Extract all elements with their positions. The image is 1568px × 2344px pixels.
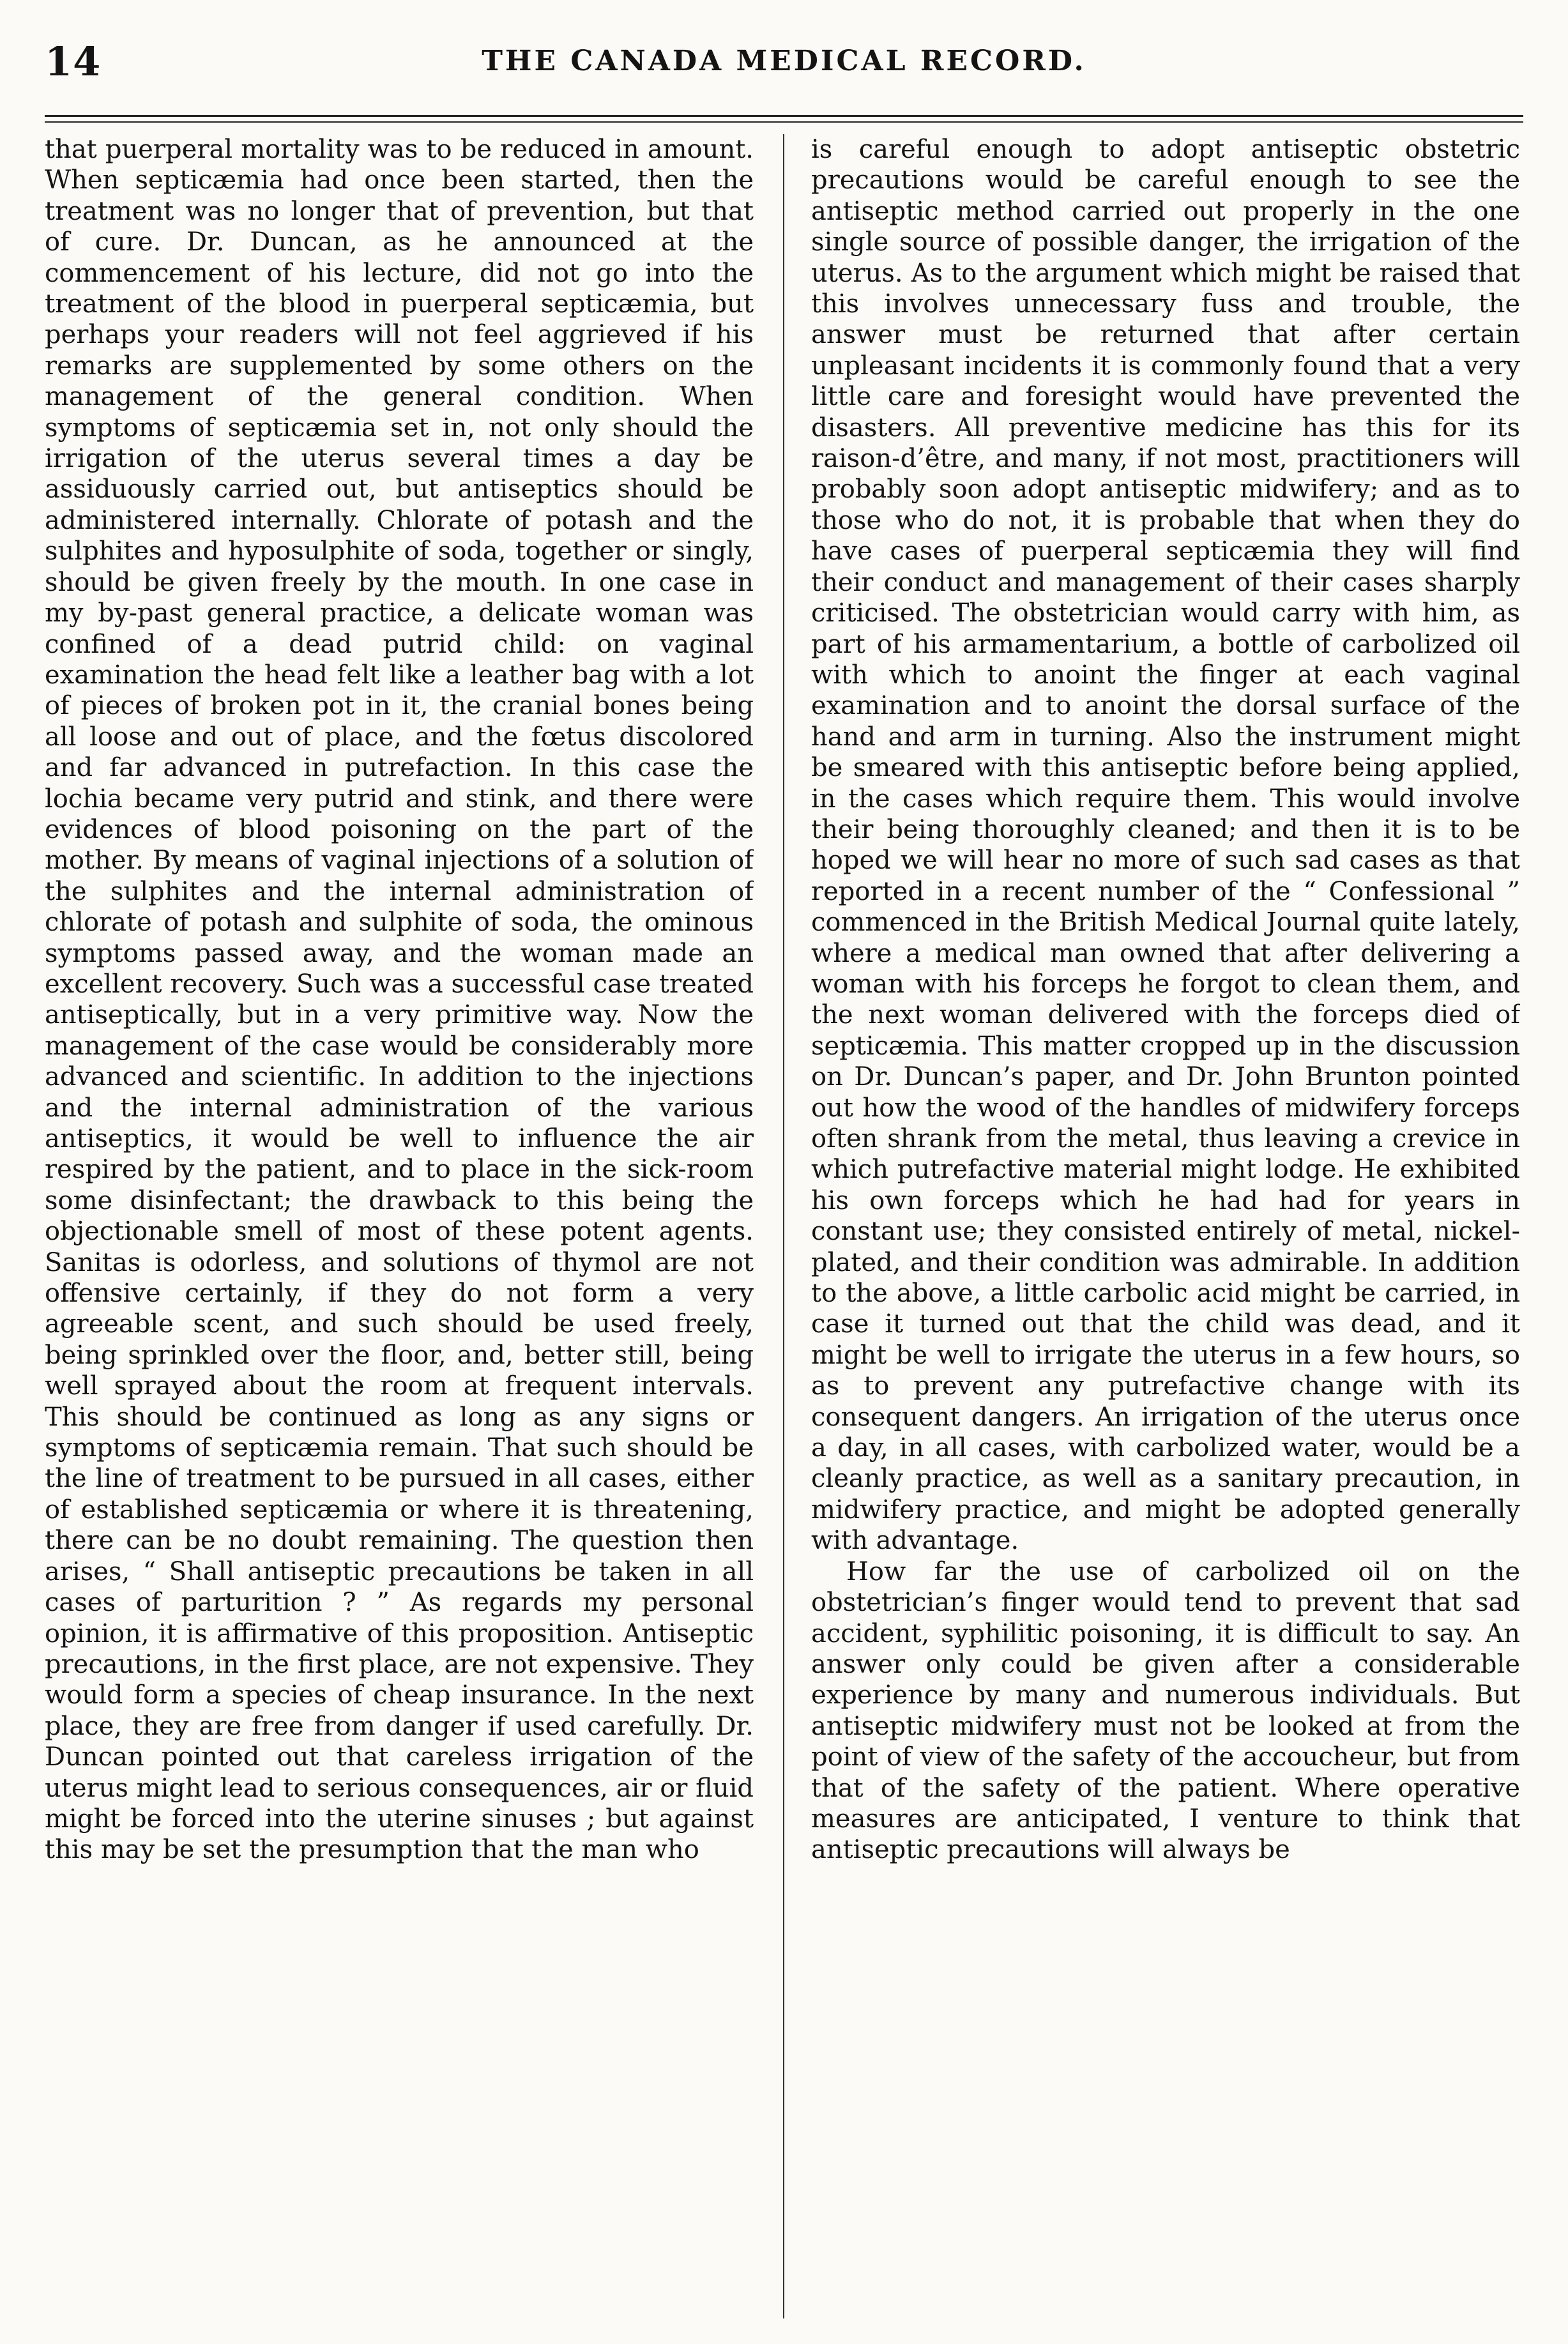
column-divider [783, 134, 784, 2318]
header-rule-top [45, 115, 1523, 117]
page-number: 14 [45, 38, 102, 85]
right-paragraph-2: How far the use of carbolized oil on the obstetrician’s finger would tend to prevent that sad accident, syphilitic poisoning, it is difficult to say. An answer only could be given after a considerable experience by many and numerous individuals. But antiseptic midwifery must not be looked at from the point of view of the safety of the accoucheur, but from that of the safety of the patient. Where operative measures are anticipated, I venture to think that antiseptic precautions will always be [811, 1556, 1520, 1865]
left-paragraph-1: that puerperal mortality was to be reduced in amount. When septicæmia had once been started, then the treatment was no longer that of prevention, but that of cure. Dr. Duncan, as he announced at the commencement of his lecture, did not go into the treatment of the blood in puerperal septicæmia, but perhaps your readers will not feel aggrieved if his remarks are supplemented by some others on the management of the general condition. When symptoms of septicæmia set in, not only should the irrigation of the uterus several times a day be assiduously carried out, but antiseptics should be administered internally. Chlorate of potash and the sulphites and hyposulphite of soda, together or singly, should be given freely by the mouth. In one case in my by-past general practice, a delicate woman was confined of a dead putrid child: on vaginal examination the head felt like a leather bag with a lot of pieces of broken pot in it, the cranial bones being all loose and out of place, and the fœtus discolored and far advanced in putrefaction. In this case the lochia became very putrid and stink, and there were evidences of blood poisoning on the part of the mother. By means of vaginal injections of a solution of the sulphites and the internal administration of chlorate of potash and sulphite of soda, the ominous symptoms passed away, and the woman made an excellent recovery. Such was a successful case treated antiseptically, but in a very primitive way. Now the management of the case would be considerably more advanced and scientific. In addition to the injections and the internal administration of the various antiseptics, it would be well to influence the air respired by the patient, and to place in the sick-room some disinfectant; the drawback to this being the objectionable smell of most of these potent agents. Sanitas is odorless, and solutions of thymol are not offensive certainly, if they do not form a very agreeable scent, and such should be used freely, being sprinkled over the floor, and, better still, being well sprayed about the room at frequent intervals. This should be continued as long as any signs or symptoms of septicæmia remain. That such should be the line of treatment to be pursued in all cases, either of established septicæmia or where it is threatening, there can be no doubt remaining. The question then arises, “ Shall antiseptic precautions be taken in all cases of parturition ? ” As regards my personal opinion, it is affirmative of this proposition. Antiseptic precautions, in the first place, are not expensive. They would form a species of cheap insurance. In the next place, they are free from danger if used carefully. Dr. Duncan pointed out that careless irrigation of the uterus might lead to serious consequences, air or fluid might be forced into the uterine sinuses ; but against this may be set the presumption that the man who [45, 135, 754, 1865]
left-column [45, 134, 754, 2331]
header-rule-bottom [45, 121, 1523, 123]
running-head: THE CANADA MEDICAL RECORD. [482, 45, 1086, 77]
right-paragraph-1: is careful enough to adopt antiseptic obstetric precautions would be careful enough to see the antiseptic method carried out properly in the one single source of possible danger, the irrigation of the uterus. As to the argument which might be raised that this involves unnecessary fuss and trouble, the answer must be returned that after certain unpleasant incidents it is commonly found that a very little care and foresight would have prevented the disasters. All preventive medicine has this for its raison-d’être, and many, if not most, practitioners will probably soon adopt antiseptic midwifery; and as to those who do not, it is probable that when they do have cases of puerperal septicæmia they will find their conduct and management of their cases sharply criticised. The obstetrician would carry with him, as part of his armamentarium, a bottle of carbolized oil with which to anoint the finger at each vaginal examination and to anoint the dorsal surface of the hand and arm in turning. Also the instrument might be smeared with this antiseptic before being applied, in the cases which require them. This would involve their being thoroughly cleaned; and then it is to be hoped we will hear no more of such sad cases as that reported in a recent number of the “ Confessional ” commenced in the British Medical Journal quite lately, where a medical man owned that after delivering a woman with his forceps he forgot to clean them, and the next woman delivered with the forceps died of septicæmia. This matter cropped up in the discussion on Dr. Duncan’s paper, and Dr. John Brunton pointed out how the wood of the handles of midwifery forceps often shrank from the metal, thus leaving a crevice in which putrefactive material might lodge. He exhibited his own forceps which he had had for years in constant use; they consisted entirely of metal, nickel-plated, and their condition was admirable. In addition to the above, a little carbolic acid might be carried, in case it turned out that the child was dead, and it might be well to irrigate the uterus in a few hours, so as to prevent any putrefactive change with its consequent dangers. An irrigation of the uterus once a day, in all cases, with carbolized water, would be a cleanly practice, as well as a sanitary precaution, in midwifery practice, and might be adopted generally with advantage. [811, 135, 1520, 1556]
right-column [811, 134, 1520, 2331]
